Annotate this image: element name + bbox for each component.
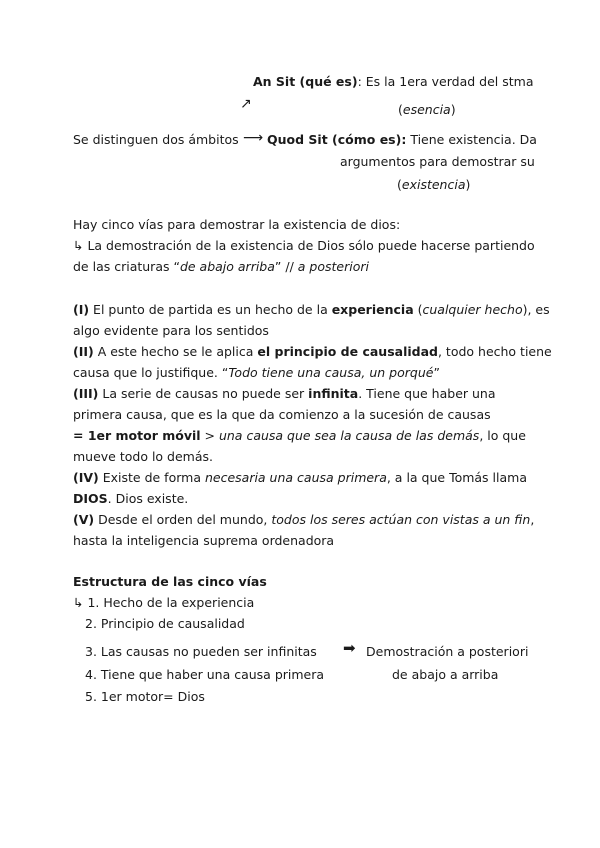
an-sit-line — [253, 73, 533, 90]
via-5-line1: (V) Desde el orden del mundo, todos los seres actúan con vistas a un fin, — [73, 512, 535, 527]
existencia-line: (existencia) — [397, 177, 471, 192]
arrow-up-right-icon: ↗ — [240, 96, 252, 112]
intro-line2: ↳ La demostración de la existencia de Dios sólo puede hacerse partiendo — [73, 238, 535, 253]
estructura-note-line1: Demostración a posteriori — [366, 644, 529, 659]
via-3-line3: = 1er motor móvil > una causa que sea la causa de las demás, lo que — [73, 428, 526, 443]
distinguen-text: Se distinguen dos ámbitos — [73, 132, 239, 147]
an-sit-text: : Es la 1era verdad del stma — [357, 74, 534, 89]
estructura-title: Estructura de las cinco vías — [73, 574, 267, 589]
arrow-right-icon: ⟶ — [243, 130, 264, 146]
via-5-line2: hasta la inteligencia suprema ordenadora — [73, 533, 335, 548]
via-3-label: (III) — [73, 386, 99, 401]
estructura-item-4: 4. Tiene que haber una causa primera — [85, 667, 325, 682]
quod-sit-line2: argumentos para demostrar su — [340, 154, 535, 169]
esencia-term: esencia — [402, 102, 451, 117]
quod-sit-text: Tiene existencia. Da — [406, 132, 537, 147]
via-3-line2: primera causa, que es la que da comienzo a la sucesión de causas — [73, 407, 491, 422]
via-1-line2: algo evidente para los sentidos — [73, 323, 269, 338]
esencia-line: (esencia) — [398, 102, 456, 117]
estructura-item-5: 5. 1er motor= Dios — [85, 689, 205, 704]
quod-sit-line — [267, 131, 537, 148]
via-4-line1: (IV) Existe de forma necesaria una causa primera, a la que Tomás llama — [73, 470, 527, 485]
via-3-line1: (III) La serie de causas no puede ser infinita. Tiene que haber una — [73, 386, 496, 401]
via-2-label: (II) — [73, 344, 94, 359]
estructura-note-line2: de abajo a arriba — [392, 667, 499, 682]
via-2-line2: causa que lo justifique. “Todo tiene una causa, un porqué” — [73, 365, 440, 380]
via-4-line2: DIOS. Dios existe. — [73, 491, 189, 506]
via-1-line1: (I) El punto de partida es un hecho de la experiencia (cualquier hecho), es — [73, 302, 550, 317]
quod-sit-label: Quod Sit (cómo es): — [267, 132, 407, 147]
intro-line1: Hay cinco vías para demostrar la existencia de dios: — [73, 217, 401, 232]
via-3-line4: mueve todo lo demás. — [73, 449, 213, 464]
via-4-label: (IV) — [73, 470, 99, 485]
estructura-item-3: 3. Las causas no pueden ser infinitas — [85, 644, 317, 659]
an-sit-label: An Sit (qué es) — [253, 74, 358, 89]
intro-line3: de las criaturas “de abajo arriba” // a posteriori — [73, 259, 369, 274]
estructura-item-1: ↳ 1. Hecho de la experiencia — [73, 595, 255, 610]
via-1-label: (I) — [73, 302, 90, 317]
via-5-label: (V) — [73, 512, 95, 527]
existencia-term: existencia — [401, 177, 466, 192]
via-2-line1: (II) A este hecho se le aplica el principio de causalidad, todo hecho tiene — [73, 344, 552, 359]
arrow-right-bold-icon: ➡ — [343, 639, 356, 657]
estructura-item-2: 2. Principio de causalidad — [85, 616, 245, 631]
